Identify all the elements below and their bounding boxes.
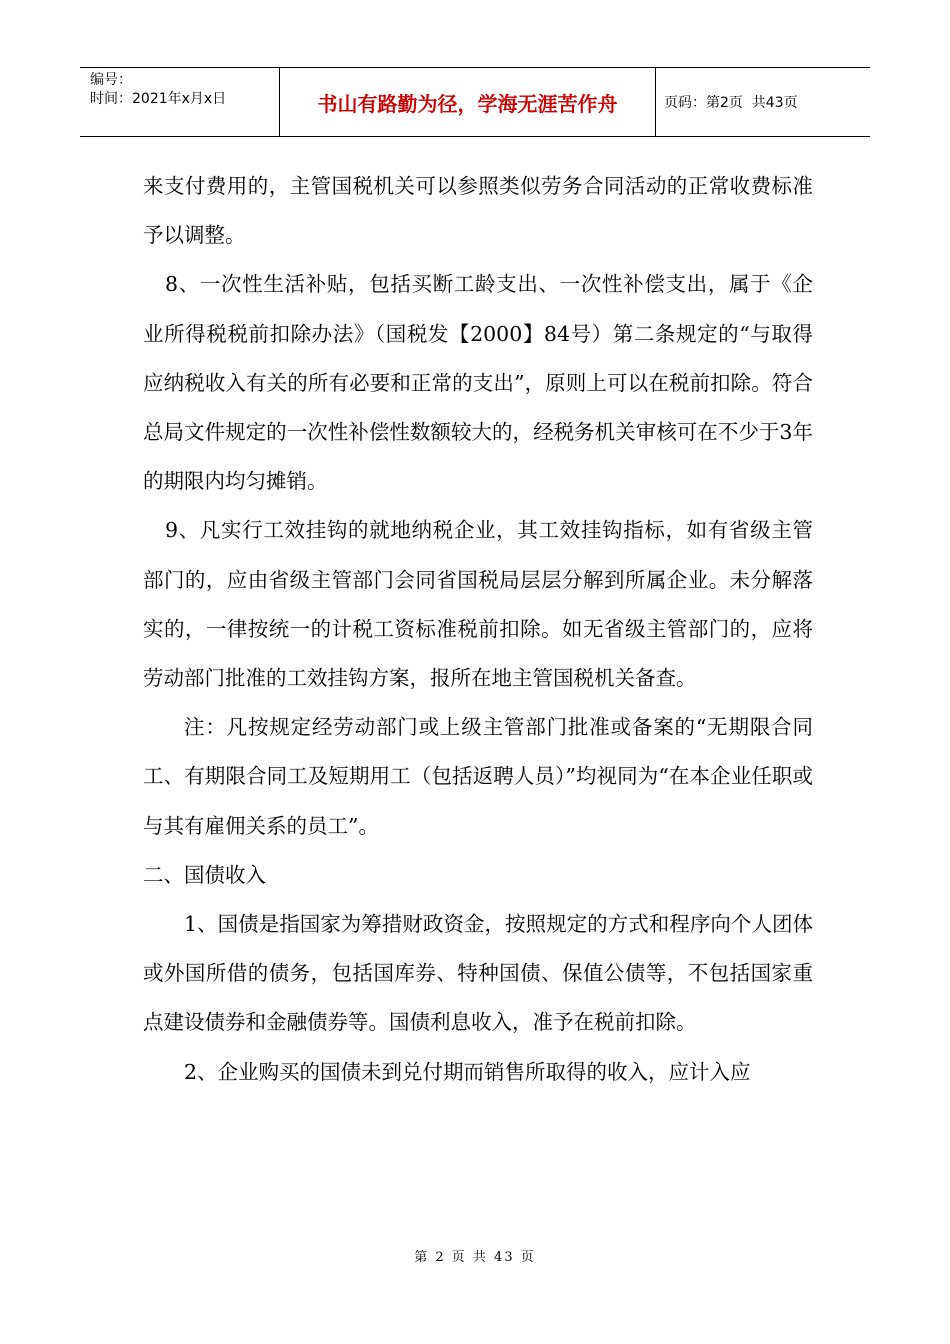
header-meta — [80, 68, 280, 136]
number-label: 编号： — [90, 72, 132, 88]
paragraph: 9、凡实行工效挂钩的就地纳税企业，其工效挂钩指标，如有省级主管部门的，应由省级主管部门会同省国税局层层分解到所属企业。未分解落实的，一律按统一的计税工资标准税前扣除。如无省级主管部门的，应将劳动部门批准的工效挂钩方案，报所在地主管国税机关备查。 — [143, 518, 813, 691]
time-label: 时间：2021年x月x日 — [90, 91, 227, 107]
paragraph: 8、一次性生活补贴，包括买断工龄支出、一次性补偿支出，属于《企业所得税税前扣除办法》（国税发【2000】84号）第二条规定的“与取得应纳税收入有关的所有必要和正常的支出”，原则上可以在税前扣除。符合总局文件规定的一次性补偿性数额较大的，经税务机关审核可在不少于3年的期限内均匀摊销。 — [143, 272, 813, 494]
paragraph: 来支付费用的，主管国税机关可以参照类似劳务合同活动的正常收费标准予以调整。 — [143, 174, 813, 248]
paragraph: 注：凡按规定经劳动部门或上级主管部门批准或备案的“无期限合同工、有期限合同工及短期用工（包括返聘人员）”均视同为“在本企业任职或与其有雇佣关系的员工”。 — [143, 715, 813, 838]
page-label: 页码：第2页 共43页 — [664, 95, 798, 111]
header-table — [80, 67, 870, 137]
page-footer: 第 2 页 共 43 页 — [414, 1250, 536, 1265]
paragraph: 2、企业购买的国债未到兑付期而销售所取得的收入，应计入应 — [184, 1059, 751, 1084]
header-motto: 书山有路勤为径，学海无涯苦作舟 — [280, 68, 656, 136]
header-page-info — [656, 68, 870, 136]
section-heading: 二、国债收入 — [143, 862, 266, 887]
document-body — [143, 162, 813, 1097]
paragraph: 1、国债是指国家为筹措财政资金，按照规定的方式和程序向个人团体或外国所借的债务，包括国库券、特种国债、保值公债等，不包括国家重点建设债券和金融债券等。国债利息收入，准予在税前扣除。 — [143, 912, 813, 1035]
